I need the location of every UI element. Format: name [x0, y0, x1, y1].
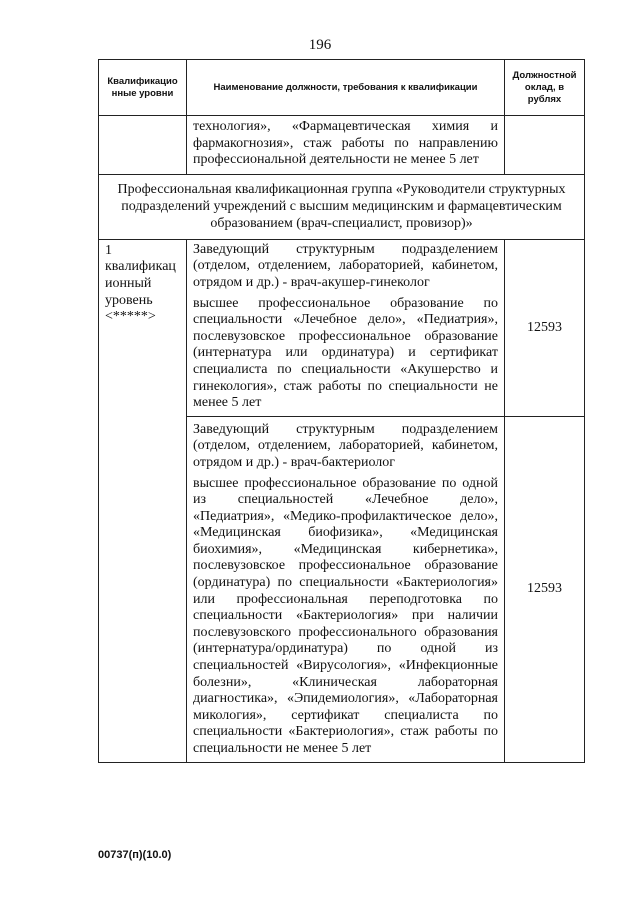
footer-form-code: 00737(п)(10.0): [98, 849, 172, 861]
page-number: 196: [308, 37, 332, 53]
position-requirements: высшее профессиональное образование по специальности «Лечебное дело», «Педиатрия», послевузовское профессиональное образование (интернатура или ординатура) и сертификат специалиста по специальности «Акушерство и гинекология», стаж работы по специальности не менее 5 лет: [193, 295, 498, 411]
header-qualification-levels: Квалификацио нные уровни: [99, 60, 187, 116]
position-cell: [187, 416, 505, 762]
position-title: Заведующий структурным подразделением (отделом, отделением, лабораторией, кабинетом, отрядом и др.) - врач-бактериолог: [193, 421, 498, 470]
table-header-row: [99, 60, 585, 116]
qualification-table: [98, 59, 585, 763]
empty-cell: [99, 116, 187, 175]
header-position-requirements: Наименование должности, требования к квалификации: [187, 60, 505, 116]
level-label: 1 квалификац ионный уровень <*****>: [105, 242, 176, 325]
position-title: Заведующий структурным подразделением (отделом, отделением, лабораторией, кабинетом, отрядом и др.) - врач-акушер-гинеколог: [193, 241, 498, 290]
level-cell: [99, 239, 187, 762]
group-title: Профессиональная квалификационная группа «Руководители структурных подразделений учреждений с высшим медицинским и фармацевтическим образованием (врач-специалист, провизор)»: [99, 174, 585, 239]
group-title-row: [99, 174, 585, 239]
continuation-text: технология», «Фармацевтическая химия и фармакогнозия», стаж работы по направлению профессиональной деятельности не менее 5 лет: [193, 119, 498, 168]
header-salary: Должностной оклад, в рублях: [505, 60, 585, 116]
continuation-cell: [187, 116, 505, 175]
salary-value: 12593: [505, 416, 585, 762]
empty-cell: [505, 116, 585, 175]
salary-value: 12593: [505, 239, 585, 416]
position-cell: [187, 239, 505, 416]
table-row-continuation: [99, 116, 585, 175]
position-requirements: высшее профессиональное образование по одной из специальностей «Лечебное дело», «Педиатрия», «Медико-профилактическое дело», «Медицинская биофизика», «Медицинская биохимия», «Медицинская кибернетика», послевузовское профессиональное образование (ординатура) по специальности «Бактериология» или профессиональная переподготовка по специальности «Бактериология» при наличии послевузовского профессионального образования (интернатура/ординатура) по одной из специальностей «Вирусология», «Инфекционные болезни», «Клиническая лабораторная диагностика», «Эпидемиология», «Лабораторная микология», сертификат специалиста по специальности «Бактериология», стаж работы по специальности не менее 5 лет: [193, 475, 498, 756]
table-row: [99, 239, 585, 416]
